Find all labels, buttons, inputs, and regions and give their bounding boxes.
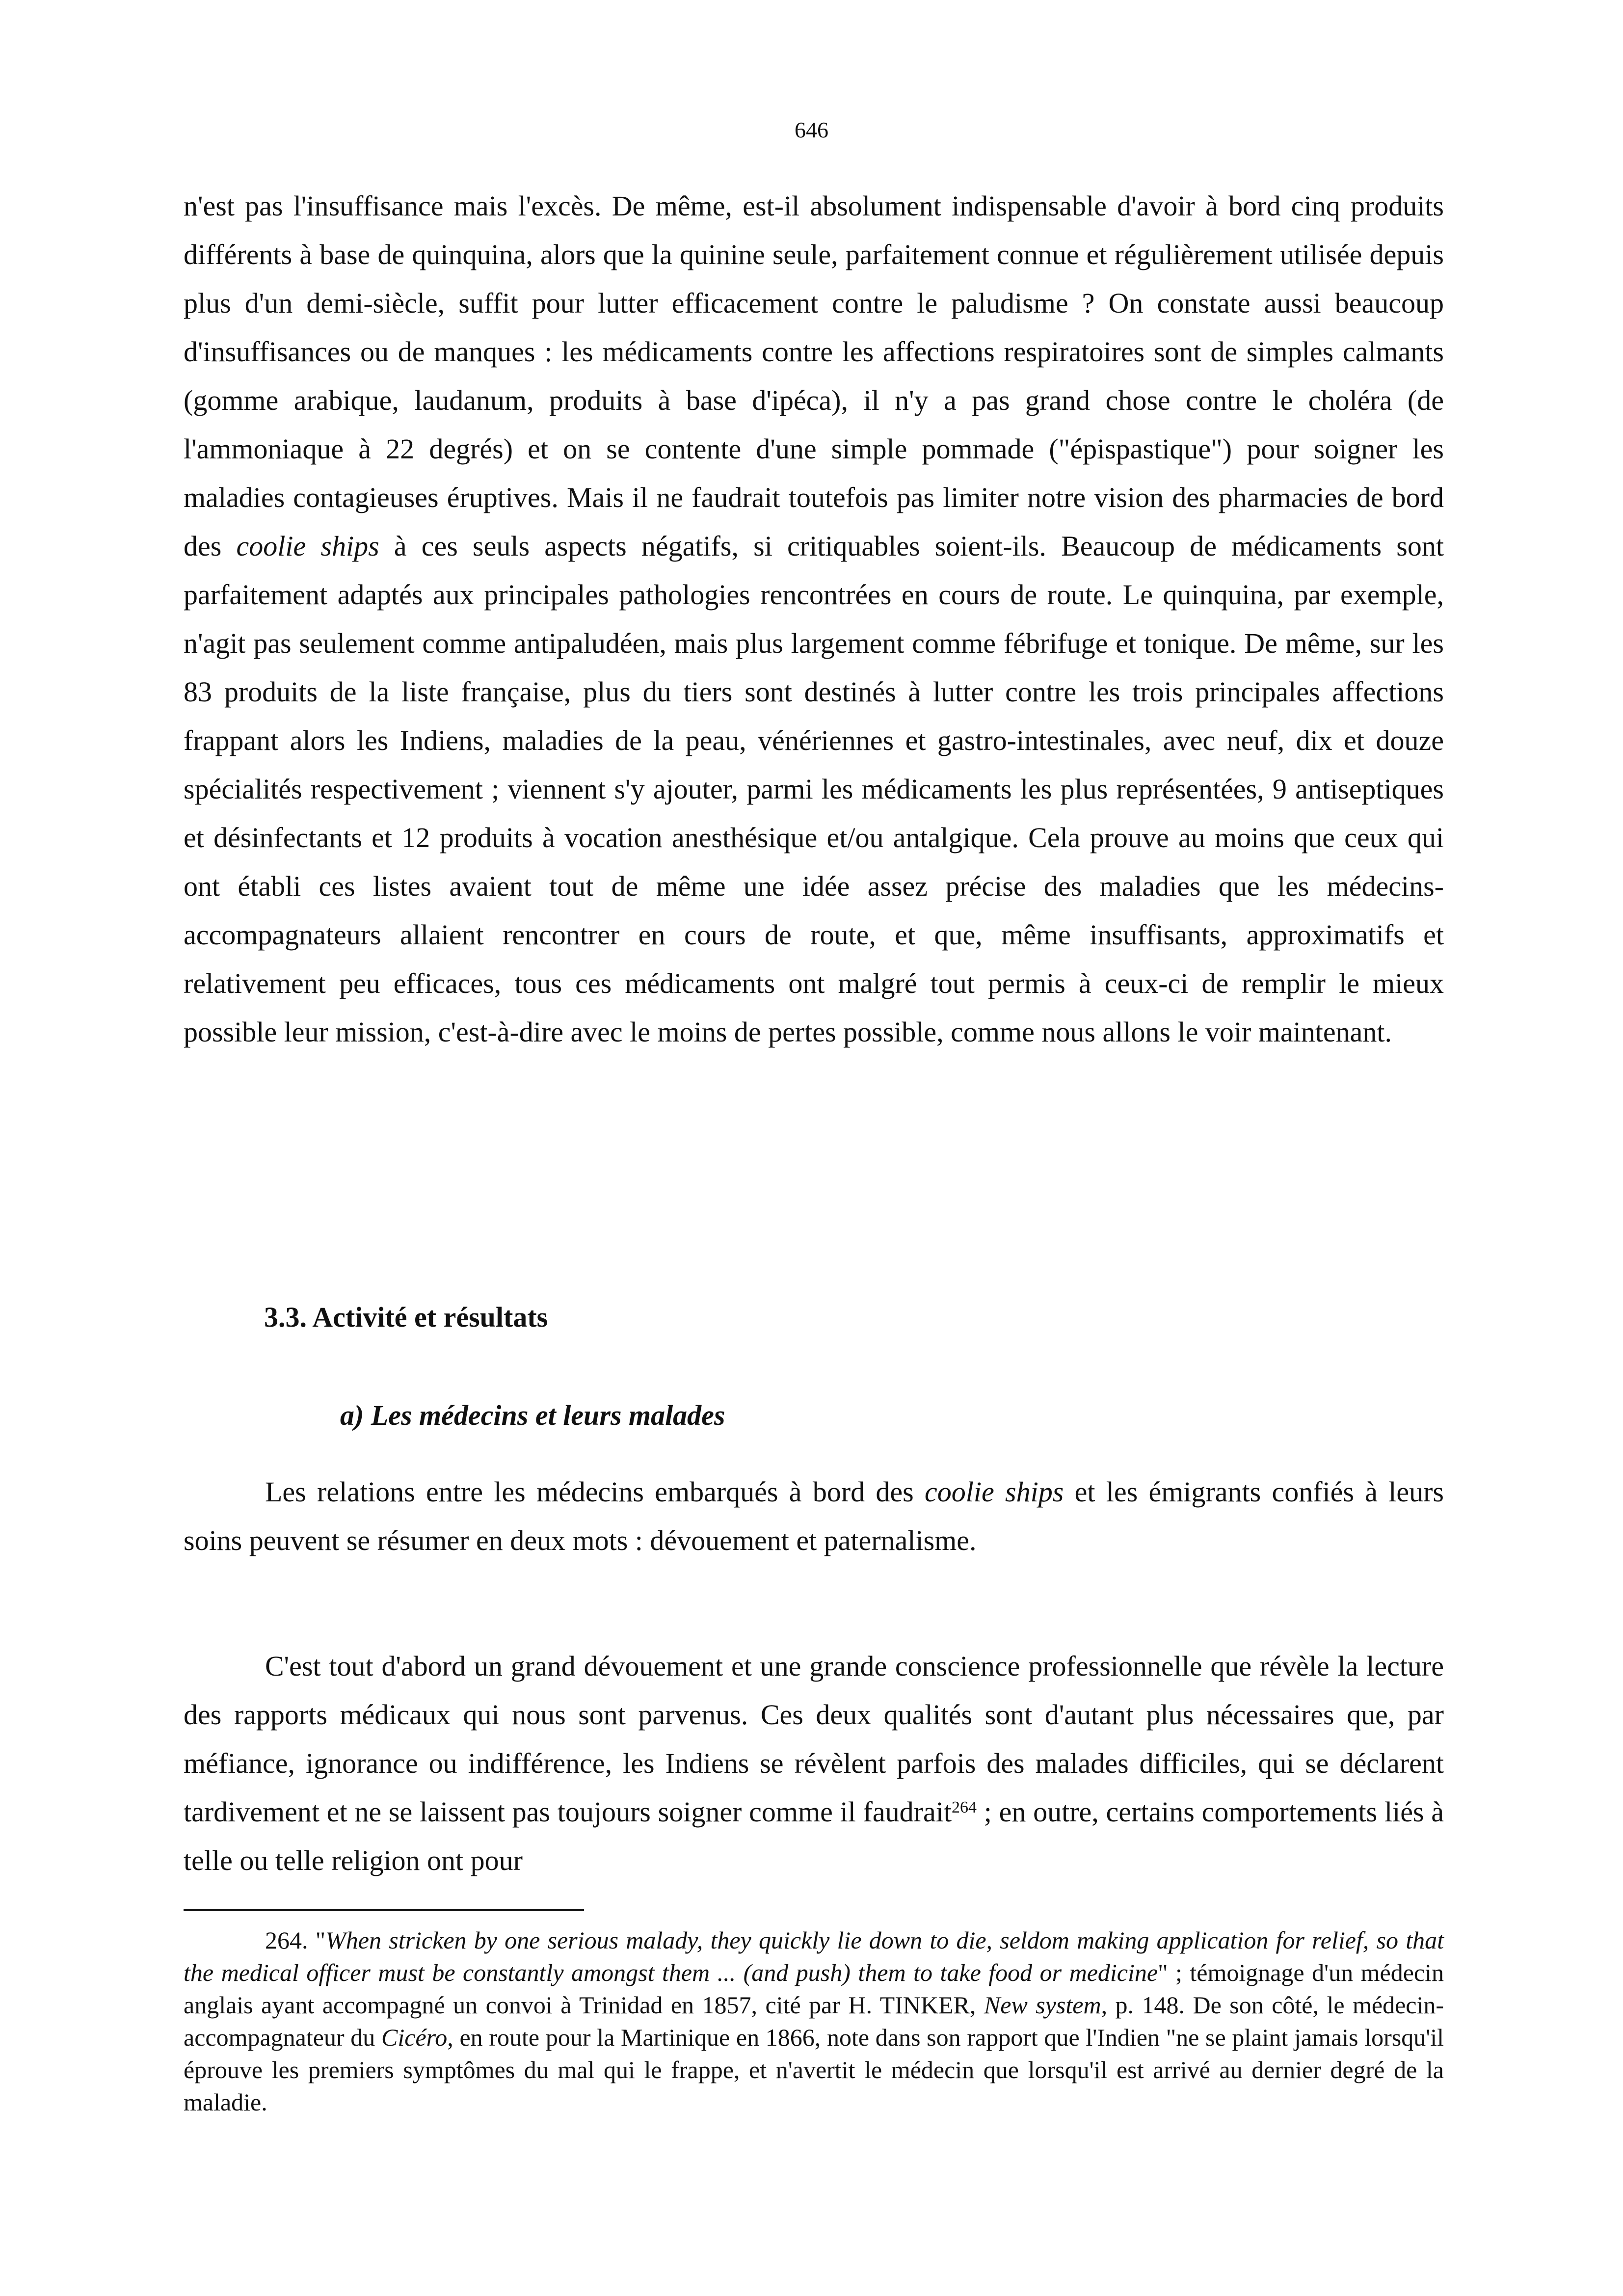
footnote-text: , en route pour la Martinique en 1866, note dans son rapport que l'Indien "ne se plaint jamais lorsqu'il éprouve les premiers symptômes du mal qui le frappe, et n'avertit le médecin que lorsqu'il est arrivé au dernier degré de la maladie. bbox=[184, 2024, 1444, 2116]
footnote-264 bbox=[184, 1924, 1444, 2118]
footnote-number: 264. bbox=[265, 1926, 308, 1954]
footnote-text: " bbox=[315, 1926, 326, 1954]
paragraph-text: n'est pas l'insuffisance mais l'excès. De même, est-il absolument indispensable d'avoir à bord cinq produits différents à base de quinquina, alors que la quinine seule, parfaitement connue et régulièrement utilisée depuis plus d'un demi-siècle, suffit pour lutter efficacement contre le paludisme ? On constate aussi beaucoup d'insuffisances ou de manques : les médicaments contre les affections respiratoires sont de simples calmants (gomme arabique, laudanum, produits à base d'ipéca), il n'y a pas grand chose contre le choléra (de l'ammoniaque à 22 degrés) et on se contente d'une simple pommade ("épispastique") pour soigner les maladies contagieuses éruptives. Mais il ne faudrait toutefois pas limiter notre vision des pharmacies de bord des bbox=[184, 190, 1444, 562]
italic-term: coolie ships bbox=[236, 530, 379, 562]
footnote-reference[interactable]: 264 bbox=[951, 1798, 977, 1816]
paragraph-text: et les émigrants confiés à leurs soins peuvent se résumer en deux mots : dévouement et paternalisme. bbox=[184, 1476, 1444, 1556]
body-paragraph-3 bbox=[184, 1642, 1444, 1885]
body-paragraph-2 bbox=[184, 1468, 1444, 1565]
footnote-book-title: New system bbox=[984, 1991, 1101, 2019]
paragraph-text: à ces seuls aspects négatifs, si critiquables soient-ils. Beaucoup de médicaments sont parfaitement adaptés aux principales pathologies rencontrées en cours de route. Le quinquina, par exemple, n'agit pas seulement comme antipaludéen, mais plus largement comme fébrifuge et tonique. De même, sur les 83 produits de la liste française, plus du tiers sont destinés à lutter contre les trois principales affections frappant alors les Indiens, maladies de la peau, vénériennes et gastro-intestinales, avec neuf, dix et douze spécialités respectivement ; viennent s'y ajouter, parmi les médicaments les plus représentées, 9 antiseptiques et désinfectants et 12 produits à vocation anesthésique et/ou antalgique. Cela prouve au moins que ceux qui ont établi ces listes avaient tout de même une idée assez précise des maladies que les médecins-accompagnateurs allaient rencontrer en cours de route, et que, même insuffisants, approximatifs et relativement peu efficaces, tous ces médicaments ont malgré tout permis à ceux-ci de remplir le mieux possible leur mission, c'est-à-dire avec le moins de pertes possible, comme nous allons le voir maintenant. bbox=[184, 530, 1444, 1048]
paragraph-text: Les relations entre les médecins embarqués à bord des bbox=[265, 1476, 914, 1508]
footnote-text: " ; témoignage d'un médecin anglais ayant accompagné un convoi à Trinidad en 1857, cité par H. TINKER, bbox=[184, 1959, 1444, 2019]
footnote-quote: When stricken by one serious malady, they quickly lie down to die, seldom making application for relief, so that the medical officer must be constantly amongst them ... (and push) them to take food or medicine bbox=[184, 1926, 1444, 1986]
italic-term: coolie ships bbox=[925, 1476, 1064, 1508]
footnote-ship-name: Cicéro bbox=[381, 2024, 448, 2051]
section-heading: 3.3. Activité et résultats bbox=[264, 1301, 548, 1333]
page-number: 646 bbox=[795, 117, 828, 142]
footnote-separator bbox=[184, 1909, 584, 1911]
subsection-heading: a) Les médecins et leurs malades bbox=[340, 1399, 725, 1431]
paragraph-text: C'est tout d'abord un grand dévouement et une grande conscience professionnelle que révèle la lecture des rapports médicaux qui nous sont parvenus. Ces deux qualités sont d'autant plus nécessaires que, par méfiance, ignorance ou indifférence, les Indiens se révèlent parfois des malades difficiles, qui se déclarent tardivement et ne se laissent pas toujours soigner comme il faudrait bbox=[184, 1650, 1444, 1828]
body-paragraph-1 bbox=[184, 182, 1444, 1056]
footnote-text: , p. 148. De son côté, le médecin-accompagnateur du bbox=[184, 1991, 1444, 2051]
paragraph-text: ; en outre, certains comportements liés à telle ou telle religion ont pour bbox=[184, 1796, 1444, 1876]
